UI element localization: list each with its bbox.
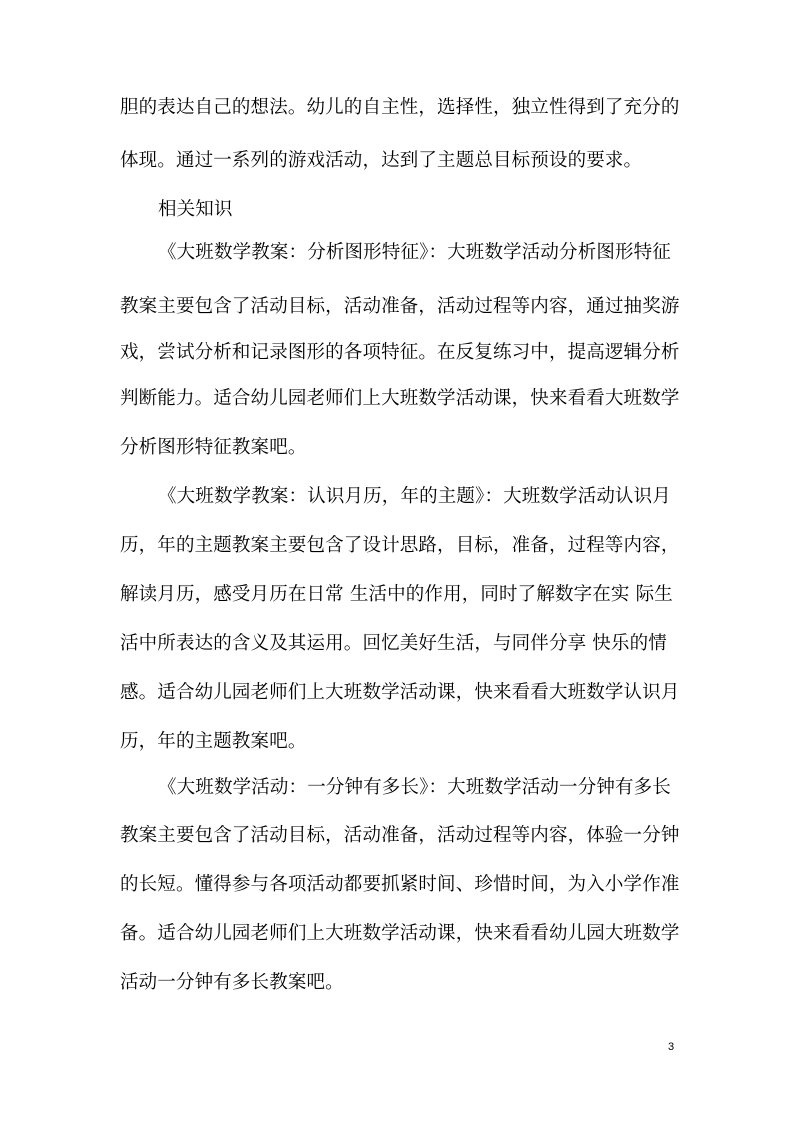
text-line: 《大班数学教案：认识月历，年的主题》：大班数学活动认识月: [158, 486, 671, 507]
text-line: 判断能力。适合幼儿园老师们上大班数学活动课，快来看看大班数学: [120, 388, 680, 409]
text-line: 活动一分钟有多长教案吧。: [120, 972, 344, 993]
text-line: 体现。通过一系列的游戏活动，达到了主题总目标预设的要求。: [120, 150, 643, 171]
text-line: 历，年的主题教案主要包含了设计思路，目标，准备，过程等内容，: [120, 535, 680, 556]
section-heading: 相关知识: [158, 199, 233, 220]
text-line: 分析图形特征教案吧。: [120, 437, 307, 458]
text-line: 活中所表达的含义及其运用。回忆美好生活，与同伴分享 快乐的情: [120, 633, 667, 654]
text-line: 《大班数学活动：一分钟有多长》：大班数学活动一分钟有多长: [158, 777, 671, 798]
text-line: 戏，尝试分析和记录图形的各项特征。在反复练习中，提高逻辑分析: [120, 342, 680, 363]
text-line: 《大班数学教案：分析图形特征》：大班数学活动分析图形特征: [158, 242, 671, 263]
text-line: 教案主要包含了活动目标，活动准备，活动过程等内容，通过抽奖游: [120, 296, 680, 317]
text-line: 感。适合幼儿园老师们上大班数学活动课，快来看看大班数学认识月: [120, 682, 680, 703]
text-line: 胆的表达自己的想法。幼儿的自主性，选择性，独立性得到了充分的: [120, 97, 680, 118]
text-line: 历，年的主题教案吧。: [120, 731, 307, 752]
text-line: 备。适合幼儿园老师们上大班数学活动课，快来看看幼儿园大班数学: [120, 923, 680, 944]
text-line: 解读月历，感受月历在日常 生活中的作用，同时了解数字在实 际生: [120, 584, 673, 605]
text-line: 的长短。懂得参与各项活动都要抓紧时间、珍惜时间，为入小学作准: [120, 874, 680, 895]
text-line: 教案主要包含了活动目标，活动准备，活动过程等内容，体验一分钟: [120, 825, 680, 846]
page-number: 3: [668, 1041, 675, 1053]
